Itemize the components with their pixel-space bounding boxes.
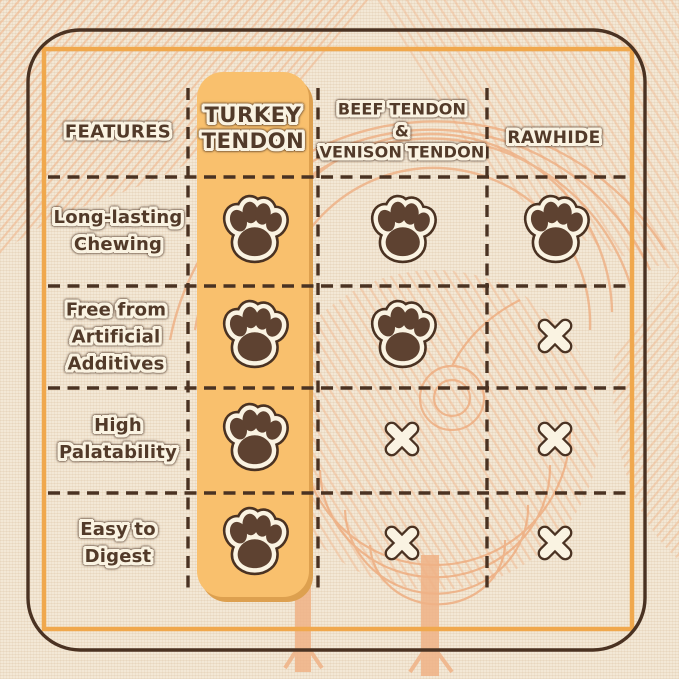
paw-icon xyxy=(217,506,291,580)
column-header-features: FEATURES xyxy=(64,121,172,143)
column-header-rawhide: RAWHIDE xyxy=(507,128,601,148)
column-header-turkey-tendon: TURKEY TENDON xyxy=(201,102,305,153)
row-label-easy-to-digest: Easy to Digest xyxy=(80,519,156,567)
row-label-free-from-artificial-additives: Free from Artificial Additives xyxy=(65,299,167,375)
row-label-high-palatability: High Palatability xyxy=(58,415,178,463)
cross-icon xyxy=(527,411,584,468)
cross-icon xyxy=(527,308,584,365)
cross-icon xyxy=(527,515,584,572)
cross-icon xyxy=(374,515,431,572)
paw-icon xyxy=(217,402,291,476)
paw-icon xyxy=(217,299,291,373)
paw-icon xyxy=(518,194,592,268)
cross-icon xyxy=(374,411,431,468)
paw-icon xyxy=(365,194,439,268)
paw-icon xyxy=(217,194,291,268)
paw-icon xyxy=(365,299,439,373)
row-label-long-lasting-chewing: Long-lasting Chewing xyxy=(53,207,183,255)
column-header-beef-venison-tendon: BEEF TENDON & VENISON TENDON xyxy=(319,99,485,162)
